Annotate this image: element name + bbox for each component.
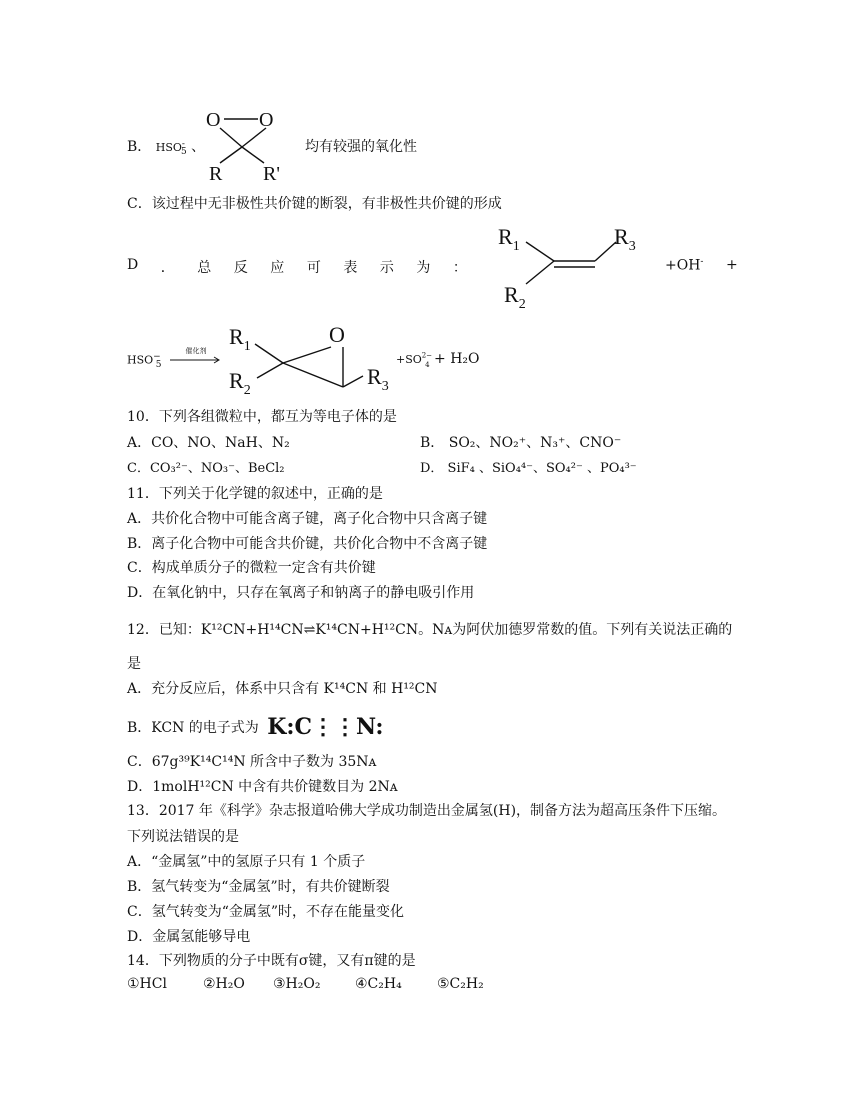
q9-b-hso5: $HSO^-_5$	[155, 139, 187, 158]
q9-b-suffix: 均有较强的氧化性	[305, 139, 417, 155]
q10-option-d: D． SiF₄ 、SiO₄⁴⁻、SO₄²⁻ 、PO₄³⁻	[420, 461, 637, 476]
q9-option-c: C．该过程中无非极性共价键的断裂，有非极性共价键的形成	[127, 196, 502, 212]
catalyst-label: 催化剂	[185, 347, 207, 355]
q9-d-oh: +OH-	[665, 257, 704, 274]
q11-option-b: B．离子化合物中可能含共价键，共价化合物中不含离子键	[127, 536, 488, 552]
q9-d-char: 反	[233, 260, 248, 276]
alkene-r3: R	[614, 224, 629, 249]
q13-stem: 13．2017 年《科学》杂志报道哈佛大学成功制造出金属氢(H)，制备方法为超高压条件下压缩。	[127, 803, 727, 819]
q9-d-char: D	[127, 257, 139, 273]
kcn-electron-formula: K:C⋮⋮N:	[267, 714, 384, 740]
q9-d-char: 示	[379, 260, 394, 276]
q9-d-char: 总	[197, 260, 212, 276]
q12-option-d: D．1molH¹²CN 中含有共价键数目为 2Nᴀ	[127, 779, 398, 795]
q9-d2-hso5: $HSO^-_5$	[127, 352, 162, 370]
q12-option-c: C．67g³⁹K¹⁴C¹⁴N 所含中子数为 35Nᴀ	[127, 754, 377, 770]
alkene-r1: R	[498, 224, 513, 249]
svg-text:R1: $R_1$	[498, 224, 520, 254]
q9-d-char: ：	[452, 260, 467, 276]
svg-text:R2: $R_2$	[504, 282, 526, 312]
q12-option-b	[127, 714, 383, 740]
q12-b-text: B．KCN 的电子式为	[127, 720, 259, 736]
alkene-r2: R	[504, 282, 519, 307]
q13-option-b: B．氢气转变为“金属氢”时，有共价键断裂	[127, 879, 390, 895]
q13-option-c: C．氢气转变为“金属氢”时，不存在能量变化	[127, 904, 405, 920]
q10-option-b: B． SO₂、NO₂⁺、N₃⁺、CNO⁻	[420, 435, 622, 451]
q10-option-c: C．CO₃²⁻、NO₃⁻、BeCl₂	[127, 461, 285, 476]
q14-option-4: ④C₂H₄	[355, 976, 402, 992]
svg-text:R3: $R_3$	[614, 224, 636, 254]
q9-d-char: 可	[306, 260, 321, 276]
q9-d-char: 应	[270, 260, 285, 276]
q13-stem-continued: 下列说法错误的是	[127, 829, 239, 845]
dioxirane-o-left: O	[206, 109, 221, 131]
q12-option-a: A．充分反应后，体系中只含有 K¹⁴CN 和 H¹²CN	[127, 681, 438, 697]
q11-stem: 11．下列关于化学键的叙述中，正确的是	[127, 486, 383, 502]
dioxirane-o-right: O	[259, 109, 274, 131]
q9-d-plus: +	[726, 257, 738, 273]
q9-d-char: 表	[343, 260, 358, 276]
dioxirane-r: R	[209, 163, 223, 185]
q10-option-a: A．CO、NO、NaH、N₂	[127, 435, 290, 451]
q9-option-d-prefix	[127, 257, 467, 277]
dioxirane-rprime: R'	[263, 163, 280, 185]
q11-option-a: A．共价化合物中可能含离子键，离子化合物中只含离子键	[127, 511, 488, 527]
q14-stem: 14．下列物质的分子中既有σ键，又有π键的是	[127, 953, 416, 969]
q14-option-3: ③H₂O₂	[273, 976, 321, 992]
catalyst-arrow	[170, 346, 222, 366]
q11-option-c: C．构成单质分子的微粒一定含有共价键	[127, 560, 376, 576]
svg-text:R2: $R_2$	[229, 368, 251, 396]
q12-stem-continued: 是	[127, 656, 141, 672]
q13-option-d: D．金属氢能够导电	[127, 929, 251, 945]
q9-d2-so4: $+SO^{2-}_4 + H_2O$	[396, 351, 480, 369]
svg-text:R3: $R_3$	[367, 364, 389, 394]
dioxirane-structure	[200, 100, 300, 185]
q9-option-b	[127, 136, 205, 157]
q9-d-char: 为	[416, 260, 431, 276]
q9-b-sep: 、	[191, 139, 206, 155]
svg-text:O: O	[329, 322, 345, 347]
q12-stem: 12．已知：K¹²CN+H¹⁴CN⇌K¹⁴CN+H¹²CN。Nᴀ为阿伏加德罗常数的值。下列有关说法正确的	[127, 622, 733, 638]
alkene-structure	[490, 218, 650, 313]
q14-option-5: ⑤C₂H₂	[437, 976, 484, 992]
q9-d-char: ．	[160, 260, 175, 276]
epoxide-structure	[225, 318, 395, 396]
q14-option-2: ②H₂O	[203, 976, 245, 992]
q11-option-d: D．在氧化钠中，只存在氧离子和钠离子的静电吸引作用	[127, 585, 475, 601]
q9-b-prefix: B．	[127, 139, 152, 155]
q14-option-1: ①HCl	[127, 976, 167, 992]
q10-stem: 10．下列各组微粒中，都互为等电子体的是	[127, 409, 397, 425]
q13-option-a: A．“金属氢”中的氢原子只有 1 个质子	[127, 854, 366, 870]
svg-text:R1: $R_1$	[229, 324, 251, 354]
